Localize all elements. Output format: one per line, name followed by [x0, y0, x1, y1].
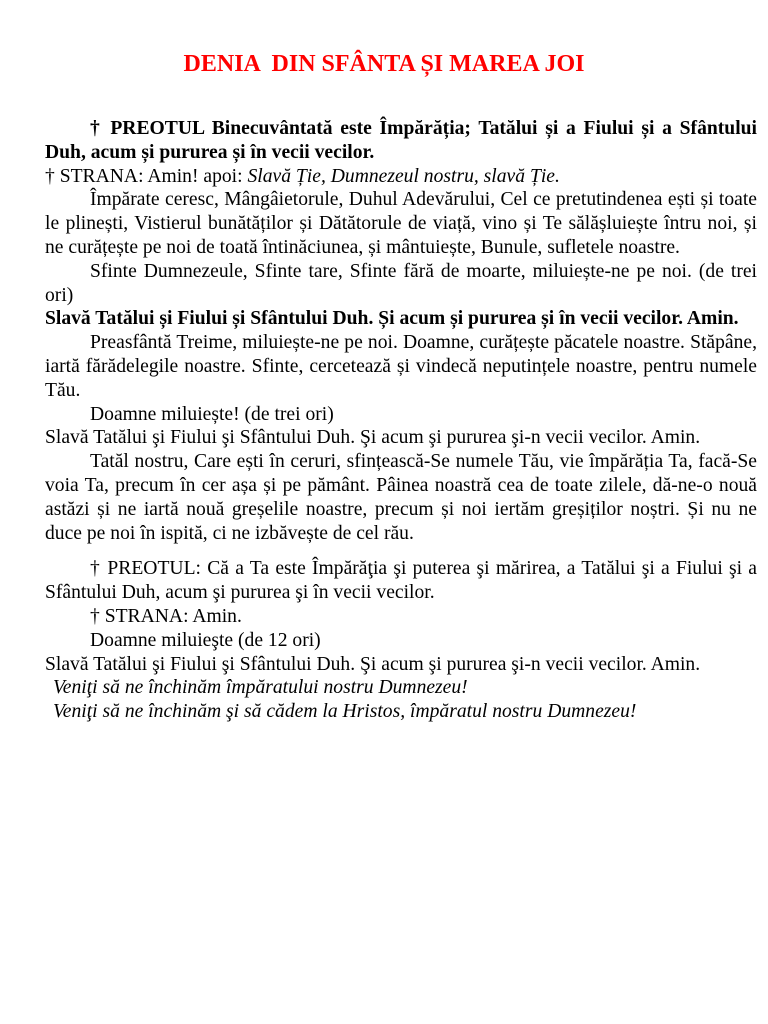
blessing-text: Binecuvântată este Împărăția; Tatălui și a Fiului și a Sfântului Duh, acum și pururea și în vecii vecilor. — [45, 118, 757, 163]
paragraph-trisagion: Sfinte Dumnezeule, Sfinte tare, Sfinte fără de moarte, miluiește-ne pe noi. (de trei ori) — [45, 260, 757, 306]
page-title: DENIA DIN SFÂNTA ȘI MAREA JOI — [183, 51, 585, 77]
paragraph-heavenly-king: Împărate ceresc, Mângâietorule, Duhul Adevărului, Cel ce pretutindenea ești și toate le plinești, Vistierul bunătăților și Dătătorule de viață, vino și Te sălășluiește întru noi, și ne curățește pe noi de toată întinăciunea, și mântuiește, Bunule, sufletele noastre. — [45, 189, 757, 258]
paragraph-come-let-us-worship-2: Veniţi să ne închinăm şi să cădem la Hristos, împăratul nostru Dumnezeu! — [53, 701, 637, 723]
paragraph-glory-2: Slavă Tatălui şi Fiului şi Sfântului Duh. Şi acum şi pururea şi-n vecii vecilor. Amin. — [45, 653, 701, 675]
paragraph-come-let-us-worship-1: Veniţi să ne închinăm împăratului nostru Dumnezeu! — [53, 677, 468, 699]
paragraph-priest-blessing — [45, 117, 757, 165]
paragraph-lord-have-mercy-12: Doamne miluieşte (de 12 ori) — [90, 629, 321, 651]
paragraph-choir-amen-2: † STRANA: Amin. — [90, 605, 242, 627]
role-label-priest: † PREOTUL — [90, 118, 204, 139]
paragraph-priest-doxology: † PREOTUL: Că a Ta este Împărăţia şi puterea şi mărirea, a Tatălui şi a Fiului şi a Sfântului Duh, acum şi pururea şi în vecii vecilor. — [45, 558, 757, 604]
document-body — [45, 117, 757, 724]
paragraph-holy-trinity: Preasfântă Treime, miluiește-ne pe noi. Doamne, curățește păcatele noastre. Stăpâne, iartă fărădelegile noastre. Sfinte, cercetează și vindecă neputințele noastre, pentru numele Tău. — [45, 332, 757, 401]
glory-text: Slavă Ție, Dumnezeul nostru, slavă Ție. — [247, 165, 560, 187]
paragraph-lord-have-mercy-3: Doamne miluiește! (de trei ori) — [90, 403, 334, 425]
paragraph-choir-amen — [45, 165, 757, 189]
paragraph-glory-bold: Slavă Tatălui și Fiului și Sfântului Duh. Și acum și pururea și în vecii vecilor. Amin. — [45, 308, 739, 330]
paragraph-our-father: Tatăl nostru, Care ești în ceruri, sfințească-Se numele Tău, vie împărăția Ta, facă-Se voia Ta, precum în cer așa și pe pământ. Pâinea noastră cea de toate zilele, dă-ne-o nouă astăzi și ne iartă nouă greșelile noastre, precum și noi iertăm greșiților noștri. Și nu ne duce pe noi în ispită, ci ne izbăvește de cel rău. — [45, 451, 757, 544]
paragraph-glory-1: Slavă Tatălui şi Fiului şi Sfântului Duh. Şi acum şi pururea şi-n vecii vecilor. Amin. — [45, 427, 701, 449]
role-label-choir: † STRANA: Amin! apoi: — [45, 165, 248, 187]
